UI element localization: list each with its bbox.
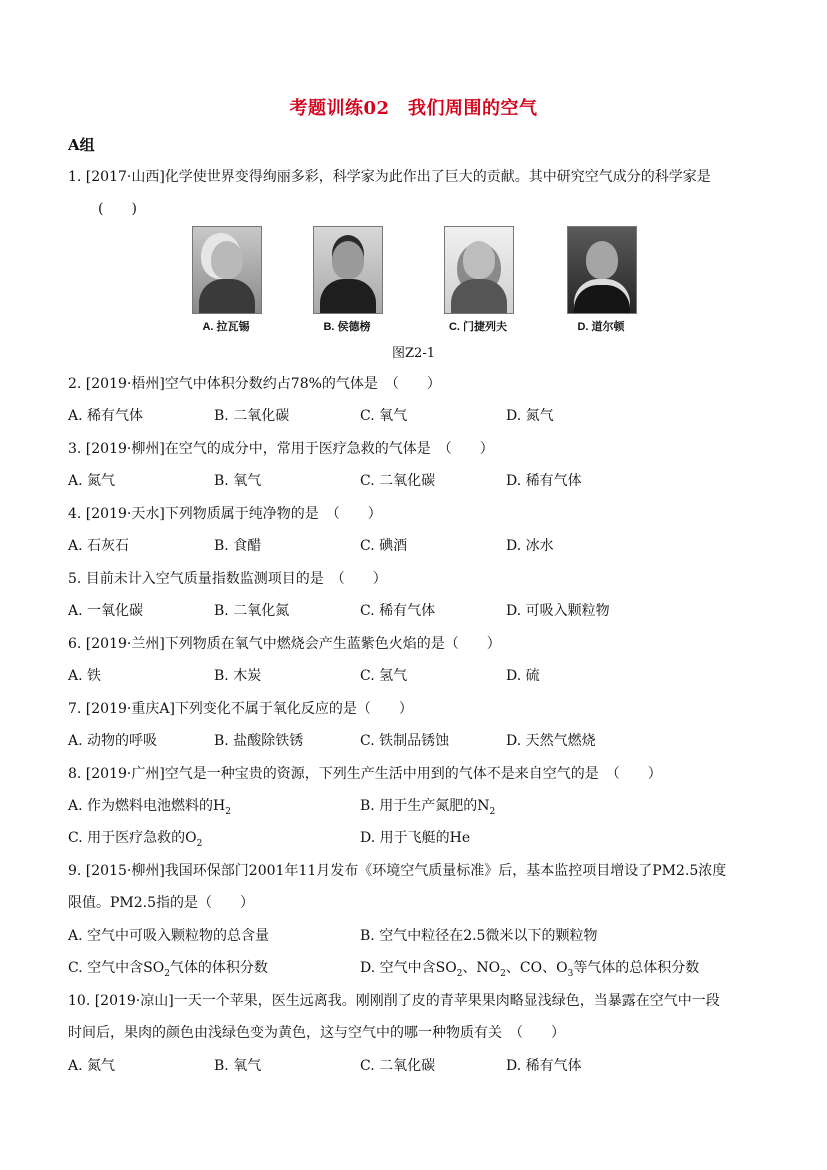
q4-option-b: B. 食醋 (214, 538, 262, 554)
page-title: 考题训练02 我们周围的空气 (289, 98, 538, 119)
q9-stem-line1: 9. [2015·柳州]我国环保部门2001年11月发布《环境空气质量标准》后，基本监控项目增设了PM2.5浓度 (68, 863, 727, 879)
group-heading: A组 (68, 136, 95, 154)
caption-d: D. 道尔顿 (577, 321, 625, 333)
q5-option-b: B. 二氧化氮 (214, 603, 290, 619)
caption-a: A. 拉瓦锡 (202, 321, 250, 333)
q5-option-d: D. 可吸入颗粒物 (506, 603, 610, 619)
hou-debang-portrait-icon (313, 226, 383, 314)
q7-option-d: D. 天然气燃烧 (506, 733, 596, 749)
scientist-portraits (0, 226, 827, 336)
q10-option-c: C. 二氧化碳 (360, 1058, 436, 1074)
q7-stem: 7. [2019·重庆A]下列变化不属于氧化反应的是（ ） (68, 701, 413, 717)
q6-stem: 6. [2019·兰州]下列物质在氧气中燃烧会产生蓝紫色火焰的是（ ） (68, 636, 501, 652)
q8-option-c: C. 用于医疗急救的$O_2$ (68, 830, 203, 849)
q4-option-a: A. 石灰石 (68, 538, 130, 554)
q8-stem: 8. [2019·广州]空气是一种宝贵的资源，下列生产生活中用到的气体不是来自空气的是 （ ） (68, 766, 662, 782)
q6-option-d: D. 硫 (506, 668, 540, 684)
q10-stem-line1: 10. [2019·凉山]一天一个苹果，医生远离我。刚刚削了皮的青苹果果肉略显浅绿色，当暴露在空气中一段 (68, 993, 720, 1009)
q3-option-b: B. 氧气 (214, 473, 262, 489)
q9-stem-line2: 限值。PM2.5指的是（ ） (68, 895, 255, 911)
caption-b: B. 侯德榜 (323, 321, 371, 333)
q6-option-c: C. 氢气 (360, 668, 408, 684)
dalton-portrait-icon (567, 226, 637, 314)
q2-stem: 2. [2019·梧州]空气中体积分数约占78%的气体是 （ ） (68, 376, 441, 392)
q3-stem: 3. [2019·柳州]在空气的成分中，常用于医疗急救的气体是 （ ） (68, 441, 494, 457)
q5-option-a: A. 一氧化碳 (68, 603, 144, 619)
q3-option-c: C. 二氧化碳 (360, 473, 436, 489)
q10-stem-line2: 时间后，果肉的颜色由浅绿色变为黄色，这与空气中的哪一种物质有关 （ ） (68, 1025, 565, 1041)
q5-stem: 5. 目前未计入空气质量指数监测项目的是 （ ） (68, 571, 387, 587)
q8-option-a: A. 作为燃料电池燃料的$H_2$ (68, 798, 231, 817)
q7-option-c: C. 铁制品锈蚀 (360, 733, 450, 749)
q10-option-b: B. 氧气 (214, 1058, 262, 1074)
q8-option-d: D. 用于飞艇的He (360, 830, 471, 846)
q6-option-a: A. 铁 (68, 668, 102, 684)
q2-option-d: D. 氮气 (506, 408, 554, 424)
caption-c: C. 门捷列夫 (448, 321, 508, 333)
q5-option-c: C. 稀有气体 (360, 603, 436, 619)
figure-label: 图Z2-1 (392, 346, 435, 361)
q10-option-a: A. 氮气 (68, 1058, 116, 1074)
mendeleev-portrait-icon (444, 226, 514, 314)
q1-bracket: ( ) (98, 201, 137, 217)
q7-option-a: A. 动物的呼吸 (68, 733, 158, 749)
q6-option-b: B. 木炭 (214, 668, 262, 684)
q9-option-b: B. 空气中粒径在2.5微米以下的颗粒物 (360, 928, 598, 944)
q10-option-d: D. 稀有气体 (506, 1058, 582, 1074)
q3-option-d: D. 稀有气体 (506, 473, 582, 489)
q4-stem: 4. [2019·天水]下列物质属于纯净物的是 （ ） (68, 506, 382, 522)
q2-option-b: B. 二氧化碳 (214, 408, 290, 424)
q3-option-a: A. 氮气 (68, 473, 116, 489)
q7-option-b: B. 盐酸除铁锈 (214, 733, 304, 749)
q8-option-b: B. 用于生产氮肥的$N_2$ (360, 798, 496, 817)
q1-stem: 1. [2017·山西]化学使世界变得绚丽多彩，科学家为此作出了巨大的贡献。其中研究空气成分的科学家是 (68, 169, 711, 185)
lavoisier-portrait-icon (192, 226, 262, 314)
q2-option-a: A. 稀有气体 (68, 408, 144, 424)
q9-option-a: A. 空气中可吸入颗粒物的总含量 (68, 928, 270, 944)
q9-option-c: C. 空气中含$SO_2$气体的体积分数 (68, 960, 268, 979)
q2-option-c: C. 氧气 (360, 408, 408, 424)
q4-option-d: D. 冰水 (506, 538, 554, 554)
q4-option-c: C. 碘酒 (360, 538, 408, 554)
q9-option-d: D. 空气中含$SO_2$、$NO_2$、CO、$O_3$等气体的总体积分数 (360, 960, 700, 979)
